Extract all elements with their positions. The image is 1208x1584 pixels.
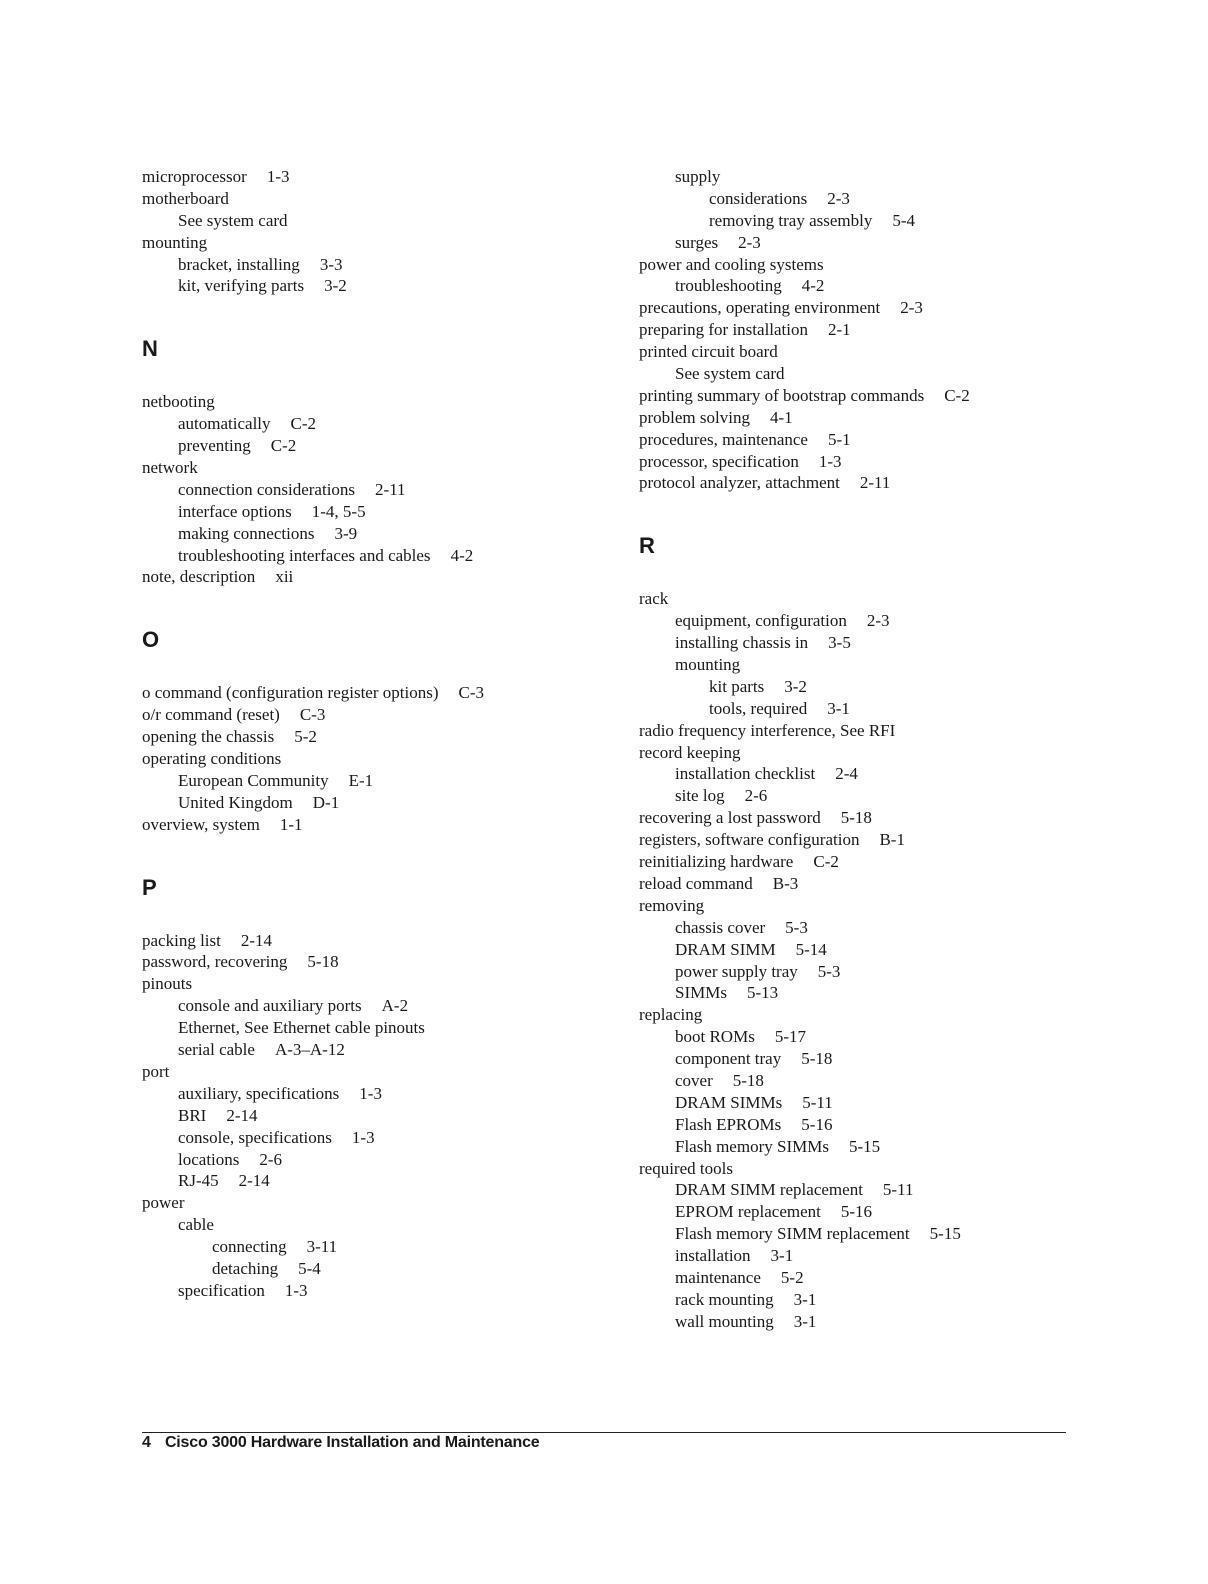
index-term: tools, required (709, 698, 808, 718)
page-reference: 5-11 (802, 1092, 833, 1112)
index-entry (639, 429, 1159, 451)
index-term: console, specifications (178, 1127, 332, 1147)
page-reference: 2-6 (744, 786, 768, 806)
index-entry (639, 254, 1159, 276)
page-reference: A-2 (381, 996, 409, 1016)
index-term: specification (178, 1280, 265, 1300)
index-entry (142, 1083, 602, 1105)
index-entry (142, 726, 602, 748)
page-number: 4 (142, 1434, 151, 1451)
page-reference: A-3–A-12 (274, 1040, 345, 1060)
index-term: locations (178, 1149, 240, 1169)
index-entry (142, 814, 602, 836)
index-entry (142, 770, 602, 792)
index-entry (639, 385, 1159, 407)
index-term: precautions, operating environment (639, 298, 881, 318)
index-entry (142, 1280, 602, 1302)
index-entry (639, 1289, 1159, 1311)
index-entry (639, 319, 1159, 341)
page-reference: 3-5 (828, 633, 851, 653)
page-reference: B-3 (772, 873, 799, 893)
index-term: surges (675, 232, 719, 252)
index-entry (142, 210, 602, 232)
index-entry (639, 188, 1159, 210)
index-term: overview, system (142, 814, 260, 834)
index-term: installation (675, 1246, 751, 1266)
index-entry (639, 742, 1159, 764)
page-reference: C-3 (458, 683, 484, 703)
index-entry (639, 632, 1159, 654)
index-term: DRAM SIMMs (675, 1092, 783, 1112)
index-term: automatically (178, 414, 271, 434)
index-entry (142, 166, 602, 188)
page-reference: 2-11 (375, 479, 406, 499)
index-entry (142, 1039, 602, 1061)
page-reference: 5-17 (774, 1027, 806, 1047)
index-term: EPROM replacement (675, 1202, 821, 1222)
index-term: packing list (142, 930, 221, 950)
index-entry (639, 588, 1159, 610)
index-term: See system card (178, 210, 288, 230)
index-term: auxiliary, specifications (178, 1083, 340, 1103)
page-reference: 5-18 (732, 1070, 764, 1090)
index-term: microprocessor (142, 167, 247, 186)
page-reference: 5-3 (817, 961, 841, 981)
index-entry (142, 930, 602, 952)
index-term: power supply tray (675, 961, 798, 981)
index-entry (142, 457, 602, 479)
page-reference: 3-11 (306, 1237, 338, 1257)
page-reference: 3-1 (793, 1289, 817, 1309)
index-entry (142, 275, 602, 297)
index-entry (142, 1258, 602, 1280)
index-term: considerations (709, 188, 808, 208)
page-reference: C-2 (290, 414, 317, 434)
section-heading: P (142, 874, 157, 900)
index-entry (639, 1070, 1159, 1092)
index-term: power and cooling systems (639, 254, 824, 274)
index-entry (639, 939, 1159, 961)
page-reference: 5-15 (929, 1224, 961, 1244)
index-entry (639, 210, 1159, 232)
index-column-left (142, 166, 602, 1302)
index-term: troubleshooting (675, 276, 782, 296)
index-term: installing chassis in (675, 633, 809, 653)
page-reference: 5-18 (840, 808, 872, 828)
page-reference: 2-1 (828, 320, 851, 340)
index-entry (639, 720, 1159, 742)
index-term: cable (178, 1215, 214, 1235)
index-entry (142, 188, 602, 210)
index-entry (639, 1026, 1159, 1048)
index-term: radio frequency interference, See RFI (639, 720, 896, 740)
page-reference: 3-1 (827, 698, 850, 718)
index-entry (639, 472, 1159, 494)
index-term: operating conditions (142, 749, 282, 769)
index-term: kit, verifying parts (178, 276, 305, 296)
page-reference: C-2 (813, 852, 839, 872)
page-reference: 2-6 (259, 1149, 283, 1169)
index-entry (142, 1170, 602, 1192)
index-entry (639, 363, 1159, 385)
index-entry (142, 435, 602, 457)
page-reference: 5-2 (780, 1267, 804, 1287)
index-term: installation checklist (675, 764, 816, 784)
index-term: DRAM SIMM replacement (675, 1180, 863, 1200)
index-entry (142, 1236, 602, 1258)
index-term: printed circuit board (639, 342, 778, 362)
index-term: component tray (675, 1049, 782, 1069)
index-entry (639, 297, 1159, 319)
index-entry (142, 1127, 602, 1149)
index-term: o command (configuration register options) (142, 683, 439, 703)
page-reference: 3-2 (324, 276, 347, 296)
index-entry (639, 698, 1159, 720)
index-entry (639, 895, 1159, 917)
page-reference: 1-3 (351, 1127, 375, 1147)
index-entry (639, 610, 1159, 632)
index-entry (639, 451, 1159, 473)
index-term: reload command (639, 873, 753, 893)
index-term: chassis cover (675, 917, 766, 937)
page-reference: B-1 (879, 830, 905, 850)
index-term: rack mounting (675, 1289, 774, 1309)
index-entry (142, 1061, 602, 1083)
index-term: netbooting (142, 392, 215, 412)
page-reference: 4-1 (769, 407, 793, 427)
index-entry (142, 682, 602, 704)
index-entry (142, 748, 602, 770)
index-term: interface options (178, 501, 292, 521)
index-entry (639, 341, 1159, 363)
index-entry (142, 501, 602, 523)
page-reference: 5-1 (827, 429, 851, 449)
index-entry (142, 1214, 602, 1236)
index-term: troubleshooting interfaces and cables (178, 545, 431, 565)
page-reference: 2-14 (240, 930, 273, 950)
index-term: mounting (675, 655, 741, 675)
index-term: detaching (212, 1258, 279, 1278)
page-reference: 2-4 (835, 764, 858, 784)
page-footer (142, 1434, 539, 1452)
index-entry (639, 275, 1159, 297)
page-reference: 2-14 (238, 1171, 270, 1191)
page-reference: 3-2 (784, 676, 807, 696)
index-term: kit parts (709, 676, 765, 696)
page-reference: 2-11 (859, 473, 891, 493)
index-entry (639, 232, 1159, 254)
page-reference: 1-3 (818, 451, 842, 471)
page-reference: 5-11 (882, 1180, 914, 1200)
page-reference: 5-3 (785, 917, 808, 937)
page-reference: 2-14 (226, 1105, 258, 1125)
index-term: opening the chassis (142, 727, 275, 747)
index-term: motherboard (142, 188, 229, 208)
index-term: o/r command (reset) (142, 705, 280, 725)
index-entry (142, 1192, 602, 1214)
index-entry (639, 1048, 1159, 1070)
index-entry (639, 676, 1159, 698)
index-term: boot ROMs (675, 1027, 755, 1047)
page-reference: 5-13 (746, 983, 779, 1003)
page-reference: 2-3 (866, 611, 890, 631)
index-term: connecting (212, 1237, 287, 1257)
index-term: SIMMs (675, 983, 727, 1003)
index-term: protocol analyzer, attachment (639, 473, 840, 493)
page-reference: 5-14 (795, 939, 827, 959)
index-term: note, description (142, 567, 256, 587)
index-entry (639, 1092, 1159, 1114)
index-entry (639, 1179, 1159, 1201)
book-title: Cisco 3000 Hardware Installation and Maintenance (164, 1434, 540, 1451)
index-term: maintenance (675, 1267, 761, 1287)
page-reference: E-1 (348, 770, 374, 790)
page-reference: xii (275, 567, 294, 587)
index-term: console and auxiliary ports (178, 996, 362, 1016)
index-entry (639, 1267, 1159, 1289)
index-term: network (142, 458, 198, 478)
page-reference: 5-16 (840, 1202, 873, 1222)
index-entry (639, 1311, 1159, 1333)
index-entry (142, 254, 602, 276)
page-reference: 2-3 (900, 298, 923, 318)
index-entry (639, 961, 1159, 983)
index-term: wall mounting (675, 1311, 774, 1331)
page-reference: 1-3 (284, 1280, 308, 1300)
index-entry (142, 973, 602, 995)
index-entry (639, 917, 1159, 939)
index-term: printing summary of bootstrap commands (639, 385, 925, 405)
index-entry (142, 704, 602, 726)
index-term: See system card (675, 364, 785, 384)
footer-rule (142, 1432, 1066, 1433)
page-reference: 5-16 (801, 1114, 833, 1134)
index-entry (639, 807, 1159, 829)
index-entry (639, 1245, 1159, 1267)
index-entry (639, 763, 1159, 785)
page-reference: 1-4, 5-5 (311, 501, 366, 521)
index-term: European Community (178, 770, 329, 790)
index-term: cover (675, 1070, 713, 1090)
page-reference: 3-1 (770, 1246, 794, 1266)
index-term: recovering a lost password (639, 808, 821, 828)
index-term: pinouts (142, 974, 193, 994)
section-heading: N (142, 336, 158, 362)
index-entry (142, 523, 602, 545)
index-entry (639, 851, 1159, 873)
index-term: password, recovering (142, 952, 288, 972)
index-term: required tools (639, 1158, 733, 1178)
index-entry (639, 785, 1159, 807)
index-entry (639, 1223, 1159, 1245)
index-term: RJ-45 (178, 1171, 219, 1191)
page-reference: 5-15 (848, 1136, 881, 1156)
index-term: mounting (142, 232, 208, 252)
page-reference: 1-3 (359, 1083, 382, 1103)
index-term: site log (675, 786, 725, 806)
index-term: equipment, configuration (675, 611, 847, 631)
index-term: power (142, 1193, 185, 1213)
page-reference: 5-18 (801, 1049, 833, 1069)
index-entry (639, 1004, 1159, 1026)
index-term: removing (639, 895, 705, 915)
index-entry (639, 407, 1159, 429)
page-reference: 5-4 (892, 210, 916, 230)
page-reference: 5-2 (294, 727, 317, 747)
index-term: United Kingdom (178, 792, 293, 812)
index-term: rack (639, 589, 669, 609)
index-entry (142, 566, 602, 588)
index-entry (639, 829, 1159, 851)
index-entry (142, 391, 602, 413)
index-term: DRAM SIMM (675, 939, 776, 959)
page-reference: 5-18 (307, 952, 339, 972)
index-entry (142, 413, 602, 435)
index-term: preventing (178, 436, 251, 456)
section-heading: R (639, 533, 655, 559)
index-entry (639, 166, 1159, 188)
page-reference: 3-9 (334, 523, 358, 543)
index-entry (142, 1017, 602, 1039)
index-term: supply (675, 167, 721, 186)
page-reference: 1-1 (279, 814, 303, 834)
index-term: Flash memory SIMMs (675, 1136, 829, 1156)
index-entry (142, 995, 602, 1017)
index-term: port (142, 1061, 170, 1081)
index-term: bracket, installing (178, 254, 300, 274)
page-reference: 3-1 (793, 1311, 817, 1331)
page-reference: C-3 (299, 705, 326, 725)
page-reference: 2-3 (738, 232, 761, 252)
page-reference: C-2 (944, 385, 970, 405)
index-term: replacing (639, 1005, 703, 1025)
index-term: Ethernet, See Ethernet cable pinouts (178, 1018, 425, 1038)
index-term: record keeping (639, 742, 741, 762)
index-entry (142, 792, 602, 814)
index-entry (639, 1136, 1159, 1158)
index-term: procedures, maintenance (639, 429, 808, 449)
page-reference: D-1 (312, 792, 340, 812)
page-reference: 4-2 (450, 545, 474, 565)
index-column-right (639, 166, 1159, 1333)
index-entry (639, 1114, 1159, 1136)
index-term: preparing for installation (639, 320, 809, 340)
index-term: reinitializing hardware (639, 852, 794, 872)
page-reference: 5-4 (298, 1258, 321, 1278)
index-entry (142, 545, 602, 567)
section-heading: O (142, 627, 160, 653)
page-reference: C-2 (270, 436, 297, 456)
index-entry (142, 232, 602, 254)
index-entry (639, 982, 1159, 1004)
index-term: removing tray assembly (709, 210, 873, 230)
index-term: connection considerations (178, 479, 356, 499)
index-term: Flash memory SIMM replacement (675, 1224, 910, 1244)
page-reference: 2-3 (827, 188, 850, 208)
index-term: processor, specification (639, 451, 799, 471)
index-entry (142, 1149, 602, 1171)
page-reference: 1-3 (266, 167, 290, 186)
index-term: serial cable (178, 1040, 255, 1060)
index-term: Flash EPROMs (675, 1114, 782, 1134)
index-term: making connections (178, 523, 315, 543)
index-entry (639, 1158, 1159, 1180)
index-term: BRI (178, 1105, 207, 1125)
page-reference: 4-2 (801, 276, 825, 296)
index-entry (639, 1201, 1159, 1223)
index-entry (639, 654, 1159, 676)
index-entry (142, 1105, 602, 1127)
index-term: registers, software configuration (639, 830, 860, 850)
index-entry (142, 951, 602, 973)
index-entry (639, 873, 1159, 895)
index-term: problem solving (639, 407, 750, 427)
page-reference: 3-3 (319, 254, 343, 274)
index-entry (142, 479, 602, 501)
